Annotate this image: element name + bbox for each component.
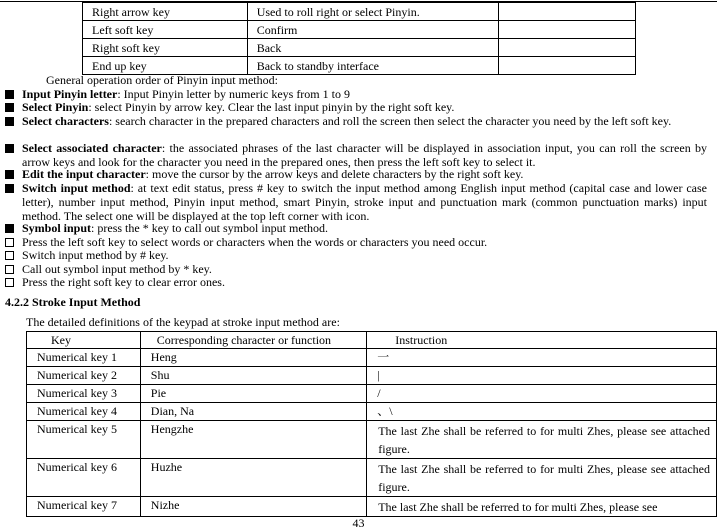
bullet-term: Select associated character	[22, 141, 162, 155]
bullet-square-icon	[5, 144, 14, 153]
column-header: Instruction	[367, 332, 717, 349]
bullet-item: Press the right soft key to clear error ones.	[22, 275, 225, 289]
instruction-cell: 、\	[367, 403, 717, 421]
bullet-text: : move the cursor by the arrow keys and delete characters by the right soft key.	[145, 167, 524, 181]
table-row	[83, 39, 636, 57]
extra-cell	[499, 21, 636, 39]
key-cell: Right arrow key	[83, 3, 248, 21]
bullet-term: Symbol input	[22, 221, 92, 235]
bullet-text: : search character in the prepared characters and roll the screen then select the character you need by the left soft key.	[108, 114, 672, 128]
stroke-key-table	[26, 331, 717, 517]
bullet-square-icon	[5, 103, 14, 112]
key-cell: Numerical key 7	[27, 497, 141, 517]
bullet-item	[22, 141, 707, 169]
bullet-term: Select Pinyin	[22, 100, 89, 114]
table-row	[83, 21, 636, 39]
key-cell: Numerical key 2	[27, 367, 141, 385]
char-cell: Dian, Na	[140, 403, 366, 421]
bullet-square-icon	[5, 90, 14, 99]
bullet-text: : press the * key to call out symbol input method.	[91, 221, 329, 235]
extra-cell	[499, 57, 636, 75]
table-row	[27, 497, 717, 517]
extra-cell	[499, 3, 636, 21]
instruction-cell: 一	[367, 349, 717, 367]
bullet-square-outline-icon	[5, 251, 14, 260]
table-header-row	[27, 332, 717, 349]
key-cell: End up key	[83, 57, 248, 75]
key-cell: Numerical key 1	[27, 349, 141, 367]
extra-cell	[499, 39, 636, 57]
bullet-item	[22, 167, 707, 181]
desc-cell: Back	[247, 39, 499, 57]
key-cell: Numerical key 4	[27, 403, 141, 421]
desc-cell: Back to standby interface	[247, 57, 499, 75]
key-table-top	[82, 2, 636, 75]
bullet-item	[22, 221, 707, 235]
key-cell: Numerical key 5	[27, 421, 141, 459]
bullet-square-icon	[5, 170, 14, 179]
bullet-square-icon	[5, 184, 14, 193]
desc-cell: Used to roll right or select Pinyin.	[247, 3, 499, 21]
bullet-item: Call out symbol input method by * key.	[22, 262, 212, 276]
bullet-item	[22, 114, 707, 128]
bullet-text: : Input Pinyin letter by numeric keys from 1 to 9	[117, 87, 350, 101]
bullet-item	[22, 100, 707, 114]
bullet-item: Switch input method by # key.	[22, 248, 169, 262]
key-cell: Left soft key	[83, 21, 248, 39]
bullet-square-icon	[5, 224, 14, 233]
order-heading: General operation order of Pinyin input method:	[46, 73, 278, 87]
bullet-square-icon	[5, 117, 14, 126]
bullet-text: : select Pinyin by arrow key. Clear the last input pinyin by the right soft key.	[88, 100, 455, 114]
bullet-square-outline-icon	[5, 278, 14, 287]
column-header: Corresponding character or function	[140, 332, 366, 349]
bullet-square-outline-icon	[5, 238, 14, 247]
bullet-term: Edit the input character	[22, 167, 146, 181]
instruction-cell: /	[367, 385, 717, 403]
char-cell: Huzhe	[140, 459, 366, 497]
char-cell: Shu	[140, 367, 366, 385]
bullet-term: Select characters	[22, 114, 109, 128]
table-row	[27, 367, 717, 385]
char-cell: Pie	[140, 385, 366, 403]
bullet-term: Input Pinyin letter	[22, 87, 118, 101]
table-row	[27, 403, 717, 421]
table-row	[27, 459, 717, 497]
page-number: 43	[352, 516, 365, 530]
table-row	[27, 421, 717, 459]
desc-cell: Confirm	[247, 21, 499, 39]
char-cell: Heng	[140, 349, 366, 367]
table-row	[83, 3, 636, 21]
instruction-cell: |	[367, 367, 717, 385]
section-title: 4.2.2 Stroke Input Method	[5, 295, 141, 309]
section-intro: The detailed definitions of the keypad at stroke input method are:	[26, 315, 340, 329]
table-row	[83, 57, 636, 75]
bullet-item	[22, 181, 707, 223]
bullet-square-outline-icon	[5, 265, 14, 274]
char-cell: Nizhe	[140, 497, 366, 517]
bullet-item	[22, 87, 707, 101]
bullet-item: Press the left soft key to select words or characters when the words or characters you need occur.	[22, 235, 488, 249]
bullet-text: : at text edit status, press # key to switch the input method among English input method (capital case and lower case letter), number input method, Pinyin input method, smart Pinyin, stroke input and punctuation mark (common punctuation marks) input method. The select one will be displayed at the top left corner with icon.	[22, 181, 708, 223]
instruction-cell: The last Zhe shall be referred to for multi Zhes, please see attached figure.	[367, 421, 717, 459]
key-cell: Numerical key 6	[27, 459, 141, 497]
bullet-text: : the associated phrases of the last character will be displayed in association input, you can roll the screen by arrow keys and look for the character you need in the prepared ones, then press the left soft key to select it.	[22, 141, 708, 169]
column-header: Key	[27, 332, 141, 349]
table-row	[27, 349, 717, 367]
instruction-cell: The last Zhe shall be referred to for multi Zhes, please see attached figure.	[367, 459, 717, 497]
key-cell: Right soft key	[83, 39, 248, 57]
instruction-cell: The last Zhe shall be referred to for multi Zhes, please see	[367, 497, 717, 517]
bullet-term: Switch input method	[22, 181, 131, 195]
char-cell: Hengzhe	[140, 421, 366, 459]
table-row	[27, 385, 717, 403]
key-cell: Numerical key 3	[27, 385, 141, 403]
